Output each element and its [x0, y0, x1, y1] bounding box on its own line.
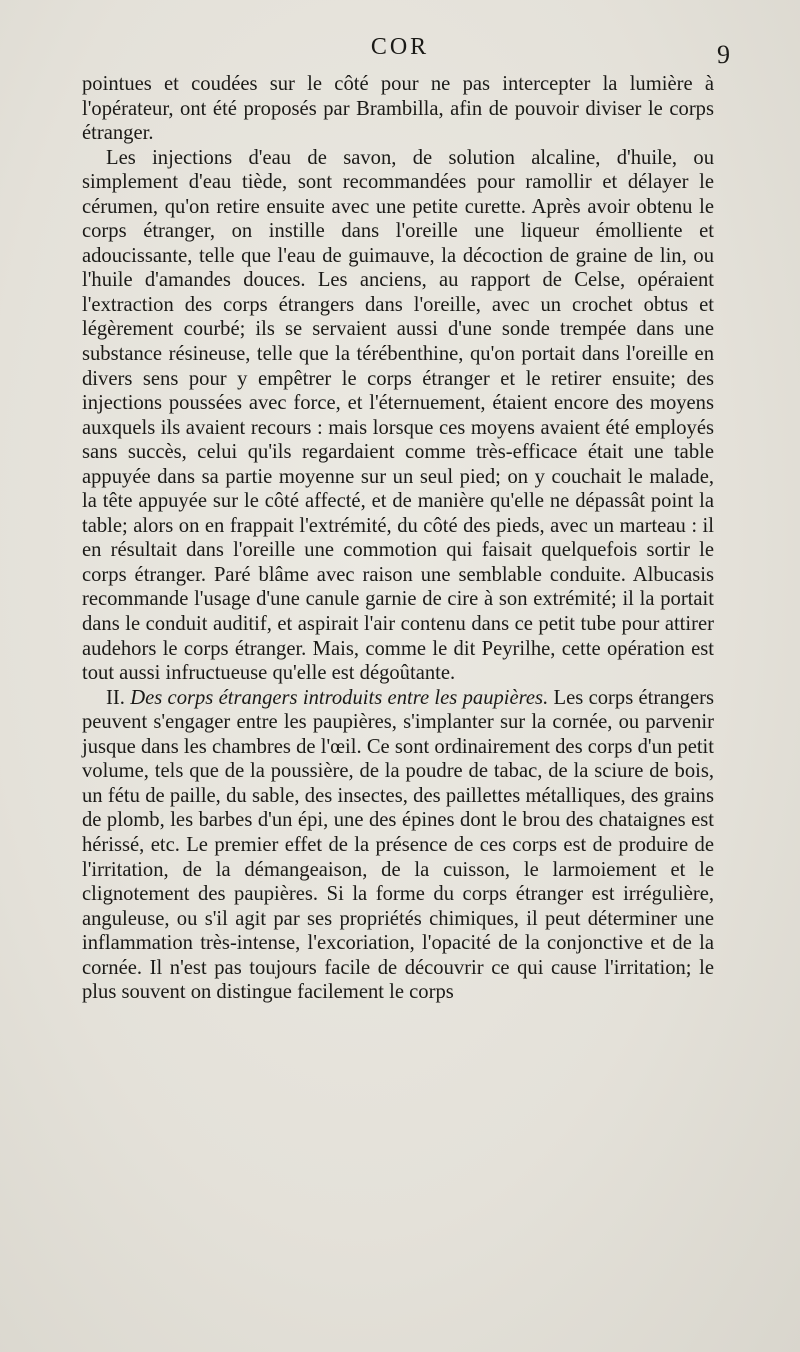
section-number: II.	[106, 686, 125, 709]
section-text: Les corps étrangers peuvent s'engager entre les paupières, s'implanter sur la cornée, ou parvenir jusque dans les chambres de l'œil. Ce sont ordinairement des corps d'un petit volume, tels que de la poussière, de la poudre de tabac, de la sciure de bois, un fétu de paille, du sable, des insectes, des paillettes métalliques, des grains de plomb, les barbes d'un épi, une des épines dont le brou des chataignes est hérissé, etc. Le premier effet de la présence de ces corps est de produire de l'irritation, de la démangeaison, de la cuisson, le larmoiement et le clignotement des paupières. Si la forme du corps étranger est irrégulière, anguleuse, ou s'il agit par ses propriétés chimiques, il peut déterminer une inflammation très-intense, l'excoriation, l'opacité de la conjonctive et de la cornée. Il n'est pas toujours facile de découvrir ce qui cause l'irritation; le plus souvent on distingue facilement le corps	[82, 686, 714, 1004]
page-header	[80, 34, 730, 69]
page-number: 9	[717, 40, 730, 69]
section-title: Des corps étrangers introduits entre les paupières.	[130, 686, 549, 709]
body-text	[82, 72, 714, 1005]
paragraph-continuation: pointues et coudées sur le côté pour ne pas intercepter la lumière à l'opérateur, ont été proposés par Brambilla, afin de pouvoir diviser le corps étranger.	[82, 73, 714, 145]
running-head: COR	[370, 34, 430, 60]
paragraph-section-ii	[82, 686, 714, 1005]
paragraph-injections: Les injections d'eau de savon, de solution alcaline, d'huile, ou simplement d'eau tiède, sont recommandées pour ramollir et délayer le cérumen, qu'on retire ensuite avec une petite curette. Après avoir obtenu le corps étranger, on instille dans l'oreille une liqueur émolliente et adoucissante, telle que l'eau de guimauve, la décoction de graine de lin, ou l'huile d'amandes douces. Les anciens, au rapport de Celse, opéraient l'extraction des corps étrangers dans l'oreille, avec un crochet obtus et légèrement courbé; ils se servaient aussi d'une sonde trempée dans une substance résineuse, telle que la térébenthine, qu'on portait dans l'oreille en divers sens pour y empêtrer le corps étranger et le retirer ensuite; des injections poussées avec force, et l'éternuement, étaient encore des moyens auxquels ils avaient recours : mais lorsque ces moyens avaient été employés sans succès, celui qu'ils regardaient comme très-efficace était une table appuyée dans sa partie moyenne sur un seul pied; on y couchait le malade, la tête appuyée sur le côté affecté, et de manière qu'elle ne dépassât point la table; alors on en frappait l'extrémité, du côté des pieds, avec un marteau : il en résultait dans l'oreille une commotion qui faisait quelquefois sortir le corps étranger. Paré blâme avec raison une semblable conduite. Albucasis recommande l'usage d'une canule garnie de cire à son extrémité; il la portait dans le conduit auditif, et aspirait l'air contenu dans ce petit tube pour attirer audehors le corps étranger. Mais, comme le dit Peyrilhe, cette opération est tout aussi infructueuse qu'elle est dégoûtante.	[82, 146, 714, 685]
